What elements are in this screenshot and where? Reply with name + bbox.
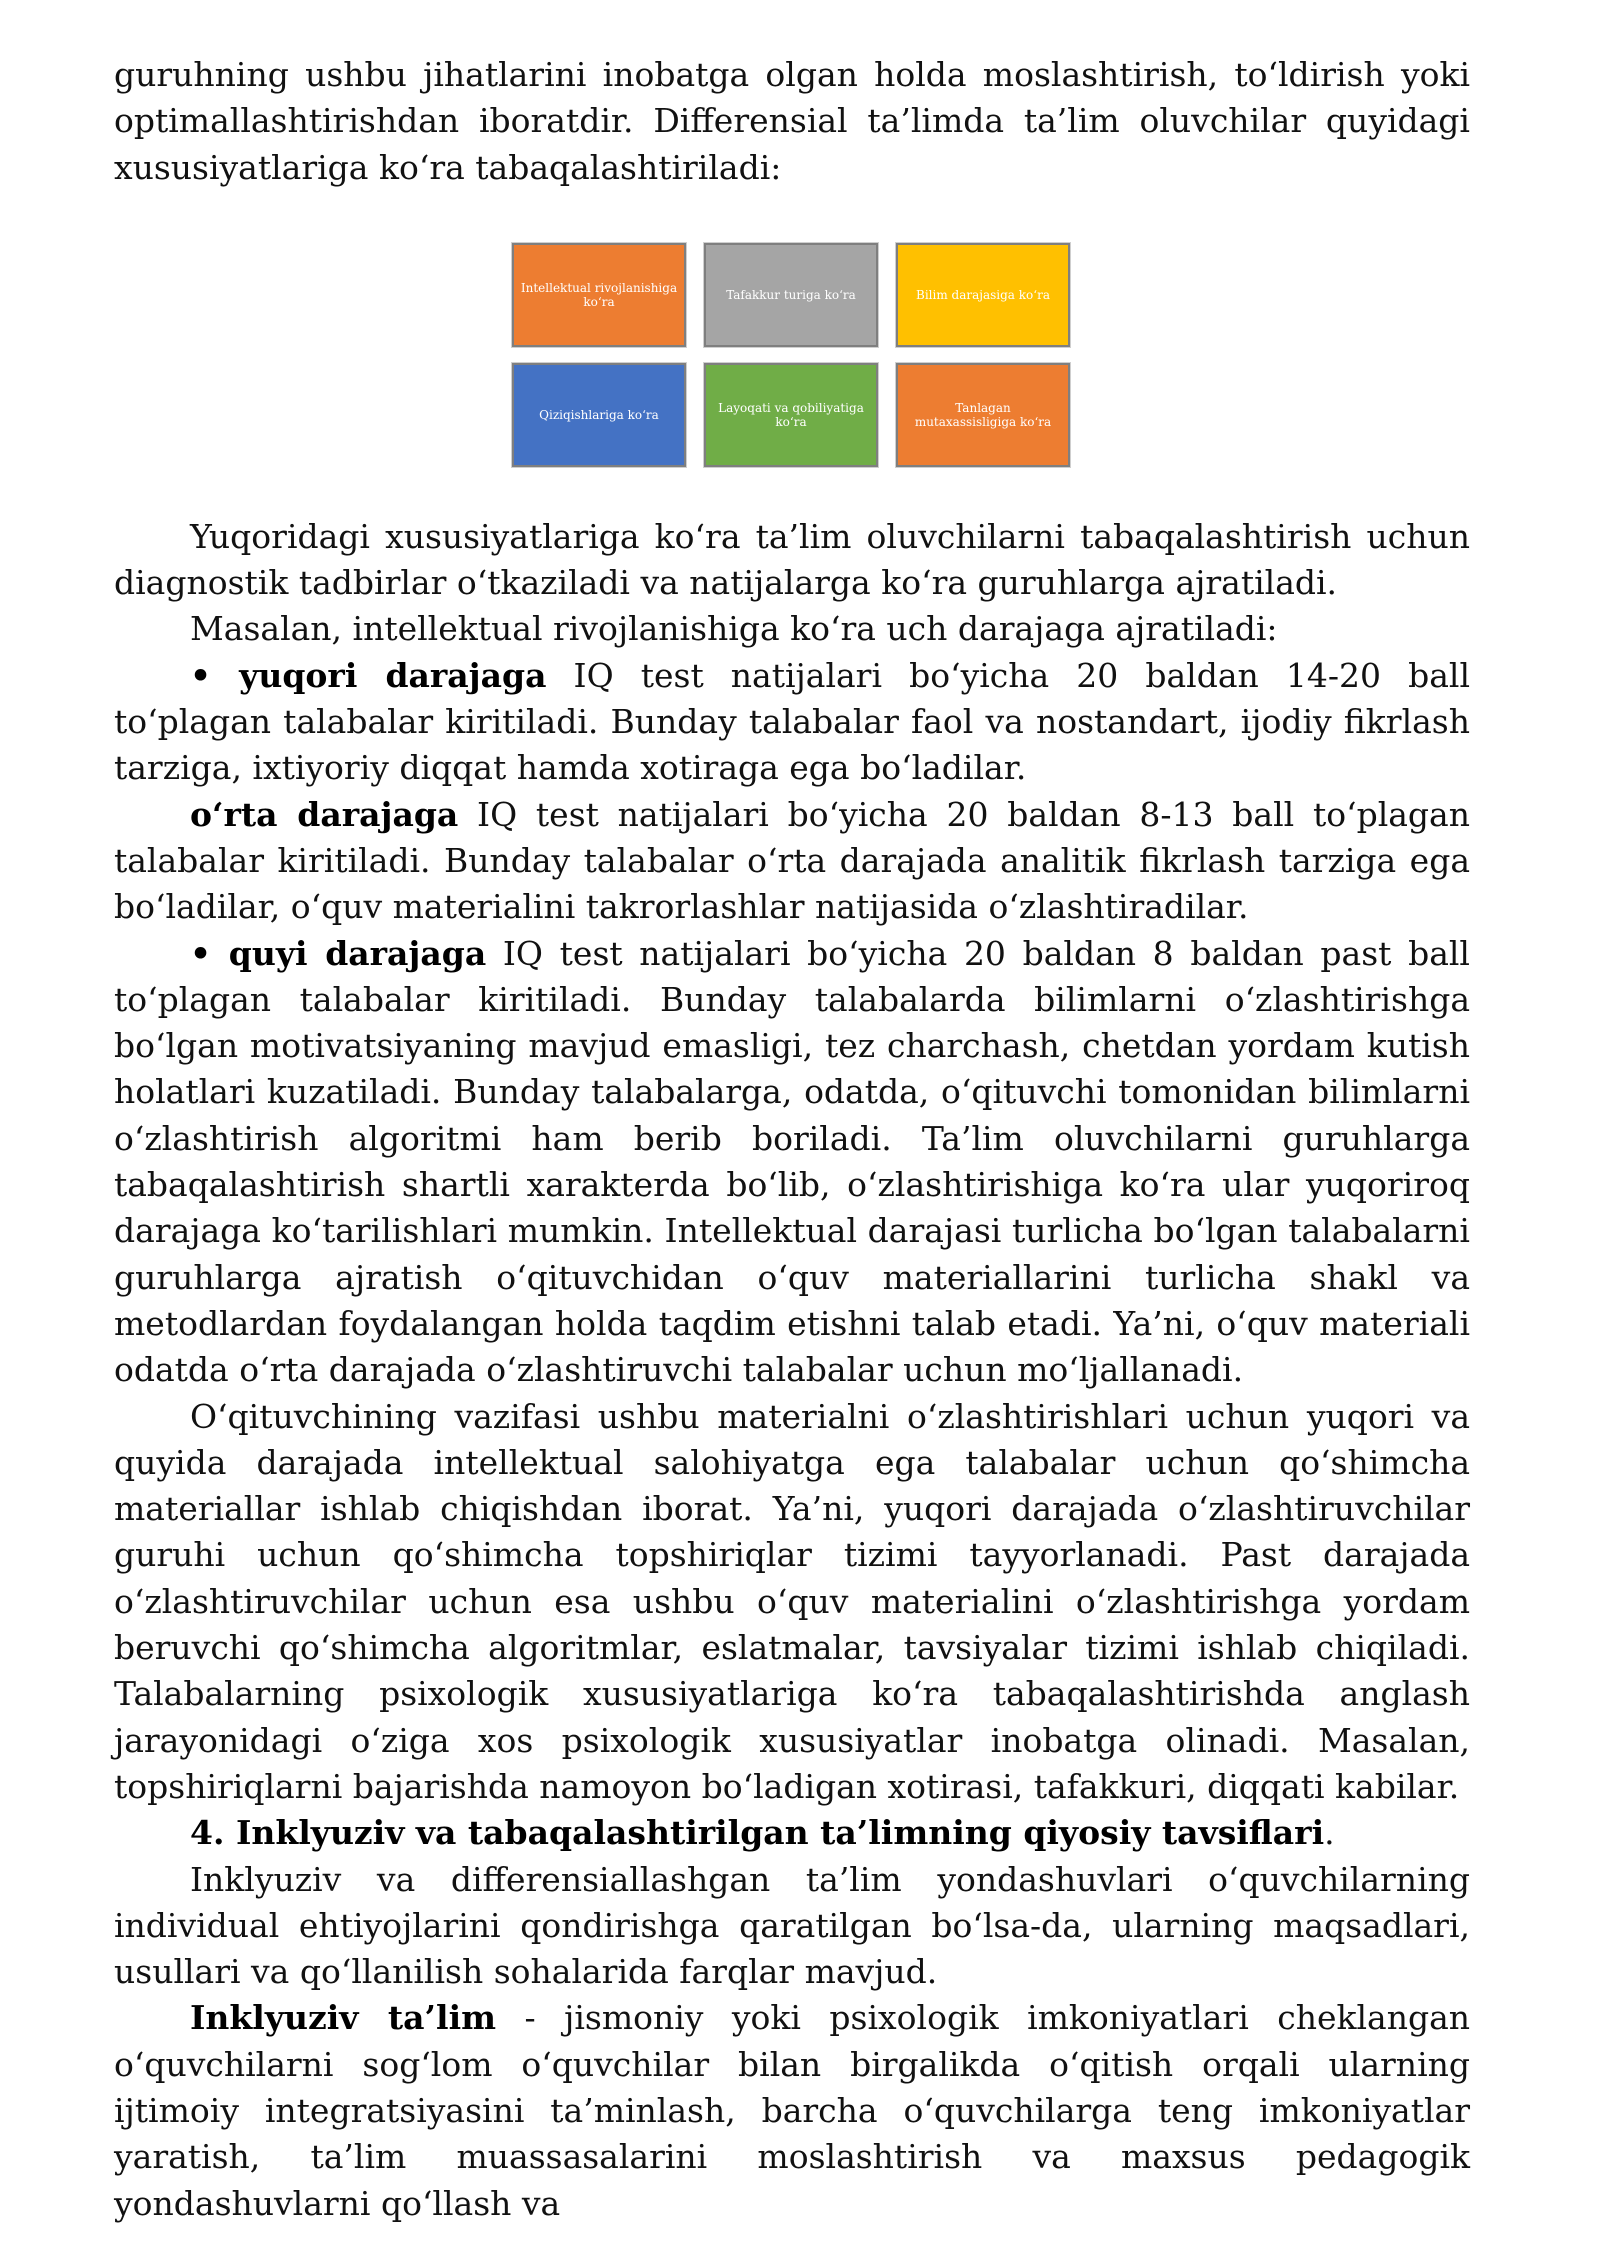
section-heading-period: . [1324,1813,1335,1853]
diagram-box-intellectual: Intellektual rivojlanishiga ko‘ra [512,243,686,347]
section-heading-text: 4. Inklyuziv va tabaqalashtirilgan ta’limning qiyosiy tavsiflari [190,1813,1325,1853]
paragraph-inclusive [114,1995,1470,2226]
low-level-text: IQ test natijalari bo‘yicha 20 baldan 8 baldan past ball to‘plagan talabalar kiritiladi. Bunday talabalarda bilimlarni o‘zlashtirishga bo‘lgan motivatsiyaning mavjud emasligi, tez charchash, chetdan yordam kutish holatlari kuzatiladi. Bunday talabalarga, odatda, o‘qituvchi tomonidan bilimlarni o‘zlashtirish algoritmi ham berib boriladi. Ta’lim oluvchilarni guruhlarga tabaqalashtirish shartli xarakterda bo‘lib, o‘zlashtirishiga ko‘ra ular yuqoriroq darajaga ko‘tarilishlari mumkin. Intellektual darajasi turlicha bo‘lgan talabalarni guruhlarga ajratish o‘qituvchidan o‘quv materiallarini turlicha shakl va metodlardan foydalangan holda taqdim etishni talab etadi. Ya’ni, o‘quv materiali odatda o‘rta darajada o‘zlashtiruvchi talabalar uchun mo‘ljallanadi. [114,933,1470,1390]
high-level-term: • yuqori darajaga [190,655,547,695]
inclusive-term: Inklyuziv ta’lim [190,1998,497,2038]
paragraph-diagnostics: Yuqoridagi xususiyatlariga ko‘ra ta’lim oluvchilarni tabaqalashtirish uchun diagnostik tadbirlar o‘tkaziladi va natijalarga ko‘ra guruhlarga ajratiladi. [114,516,1470,603]
paragraph-low-level [114,931,1470,1394]
diagram-box-specialty: Tanlagan mutaxassisligiga ko‘ra [896,363,1070,467]
criteria-diagram [512,243,1072,458]
section-heading [114,1810,1470,1856]
diagram-box-abilities: Layoqati va qobiliyatiga ko‘ra [704,363,878,467]
document-page [114,52,1470,2227]
medium-level-text: IQ test natijalari bo‘yicha 20 baldan 8-13 ball to‘plagan talabalar kiritiladi. Bunday talabalar o‘rta darajada analitik fikrlash tarziga ega bo‘ladilar, o‘quv materialini takrorlashlar natijasida o‘zlashtiradilar. [114,794,1470,927]
diagram-box-interests: Qiziqishlariga ko‘ra [512,363,686,467]
paragraph-example: Masalan, intellektual rivojlanishiga ko‘ra uch darajaga ajratiladi: [190,609,1278,649]
diagram-box-knowledge: Bilim darajasiga ko‘ra [896,243,1070,347]
paragraph-approaches: Inklyuziv va differensiallashgan ta’lim yondashuvlari o‘quvchilarning individual ehtiyojlarini qondirishga qaratilgan bo‘lsa-da, ularning maqsadlari, usullari va qo‘llanilish sohalarida farqlar mavjud. [114,1859,1470,1992]
high-level-text: IQ test natijalari bo‘yicha 20 baldan 14-20 ball to‘plagan talabalar kiritiladi. Bunday talabalar faol va nostandart, ijodiy fikrlash tarziga, ixtiyoriy diqqat hamda xotiraga ega bo‘ladilar. [114,655,1470,788]
inclusive-text: - jismoniy yoki psixologik imkoniyatlari cheklangan o‘quvchilarni sog‘lom o‘quvchilar bilan birgalikda o‘qitish orqali ularning ijtimoiy integratsiyasini ta’minlash, barcha o‘quvchilarga teng imkoniyatlar yaratish, ta’lim muassasalarini moslashtirish va maxsus pedagogik yondashuvlarni qo‘llash va [114,1998,1471,2223]
paragraph-intro: guruhning ushbu jihatlarini inobatga olgan holda moslashtirish, to‘ldirish yoki optimallashtirishdan iboratdir. Differensial ta’limda ta’lim oluvchilar quyidagi xususiyatlariga ko‘ra tabaqalashtiriladi: [114,55,1470,187]
paragraph-medium-level [114,792,1470,931]
paragraph-high-level [114,653,1470,792]
diagram-box-thinking: Tafakkur turiga ko‘ra [704,243,878,347]
paragraph-teacher-task: O‘qituvchining vazifasi ushbu materialni o‘zlashtirishlari uchun yuqori va quyida darajada intellektual salohiyatga ega talabalar uchun qo‘shimcha materiallar ishlab chiqishdan iborat. Ya’ni, yuqori darajada o‘zlashtiruvchilar guruhi uchun qo‘shimcha topshiriqlar tizimi tayyorlanadi. Past darajada o‘zlashtiruvchilar uchun esa ushbu o‘quv materialini o‘zlashtirishga yordam beruvchi qo‘shimcha algoritmlar, eslatmalar, tavsiyalar tizimi ishlab chiqiladi. Talabalarning psixologik xususiyatlariga ko‘ra tabaqalashtirishda anglash jarayonidagi o‘ziga xos psixologik xususiyatlar inobatga olinadi. Masalan, topshiriqlarni bajarishda namoyon bo‘ladigan xotirasi, tafakkuri, diqqati kabilar. [114,1396,1470,1806]
medium-level-term: o‘rta darajaga [190,794,459,834]
low-level-term: • quyi darajaga [190,933,487,973]
